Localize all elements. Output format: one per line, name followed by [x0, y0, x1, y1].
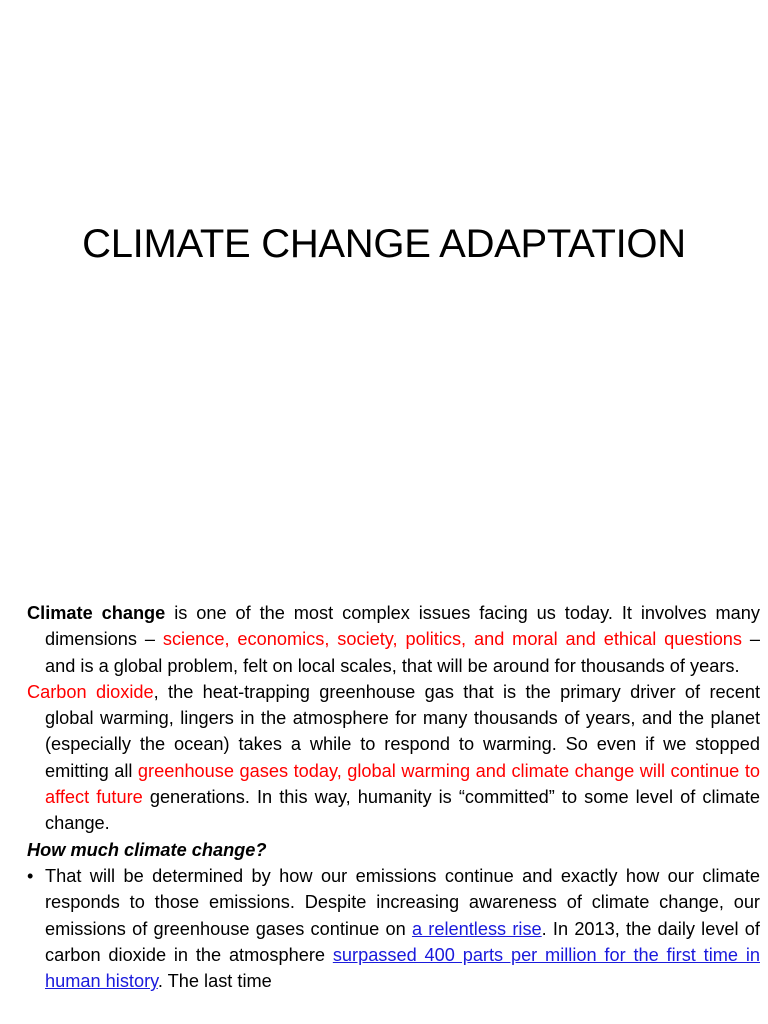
paragraph-text: – and is a global problem, felt on local scales, that will be around for thousands of years.: [45, 629, 760, 676]
link-400-ppm[interactable]: surpassed 400 parts per million for the first time in human history: [45, 944, 760, 992]
bullet-item: [27, 863, 760, 994]
bold-term-climate-change: Climate change: [27, 603, 166, 623]
bullet-icon: •: [27, 865, 34, 886]
section-heading: How much climate change?: [27, 839, 267, 860]
paragraph-text: generations. In this way, humanity is “committed” to some level of climate change.: [45, 787, 761, 834]
paragraph-text: That will be determined by how our emissions continue and exactly how our climate responds to those emissions. Despite increasing awareness of climate change, our emissions of greenhouse gases continue on: [45, 865, 760, 939]
highlighted-dimensions: science, economics, society, politics, and moral and ethical questions: [162, 629, 743, 650]
highlighted-carbon-dioxide: Carbon dioxide: [27, 681, 154, 702]
paragraph-text: . The last time: [157, 971, 272, 992]
paragraph-climate-change: [27, 600, 760, 679]
slide-title: CLIMATE CHANGE ADAPTATION: [82, 222, 686, 266]
paragraph-carbon-dioxide: [27, 679, 760, 837]
paragraph-text: , the heat-trapping greenhouse gas that is the primary driver of recent global warming, lingers in the atmosphere for many thousands of years, and the planet (especially the ocean) takes a while to respond to warming. So even if we stopped emitting all: [45, 681, 760, 781]
content-body: [27, 600, 760, 994]
highlighted-greenhouse-gases: greenhouse gases today, global warming and climate change will continue to affect future: [45, 760, 760, 808]
paragraph-text: is one of the most complex issues facing us today. It involves many dimensions –: [45, 603, 760, 650]
link-relentless-rise[interactable]: a relentless rise: [411, 918, 542, 939]
paragraph-text: . In 2013, the daily level of carbon dioxide in the atmosphere: [45, 918, 760, 965]
